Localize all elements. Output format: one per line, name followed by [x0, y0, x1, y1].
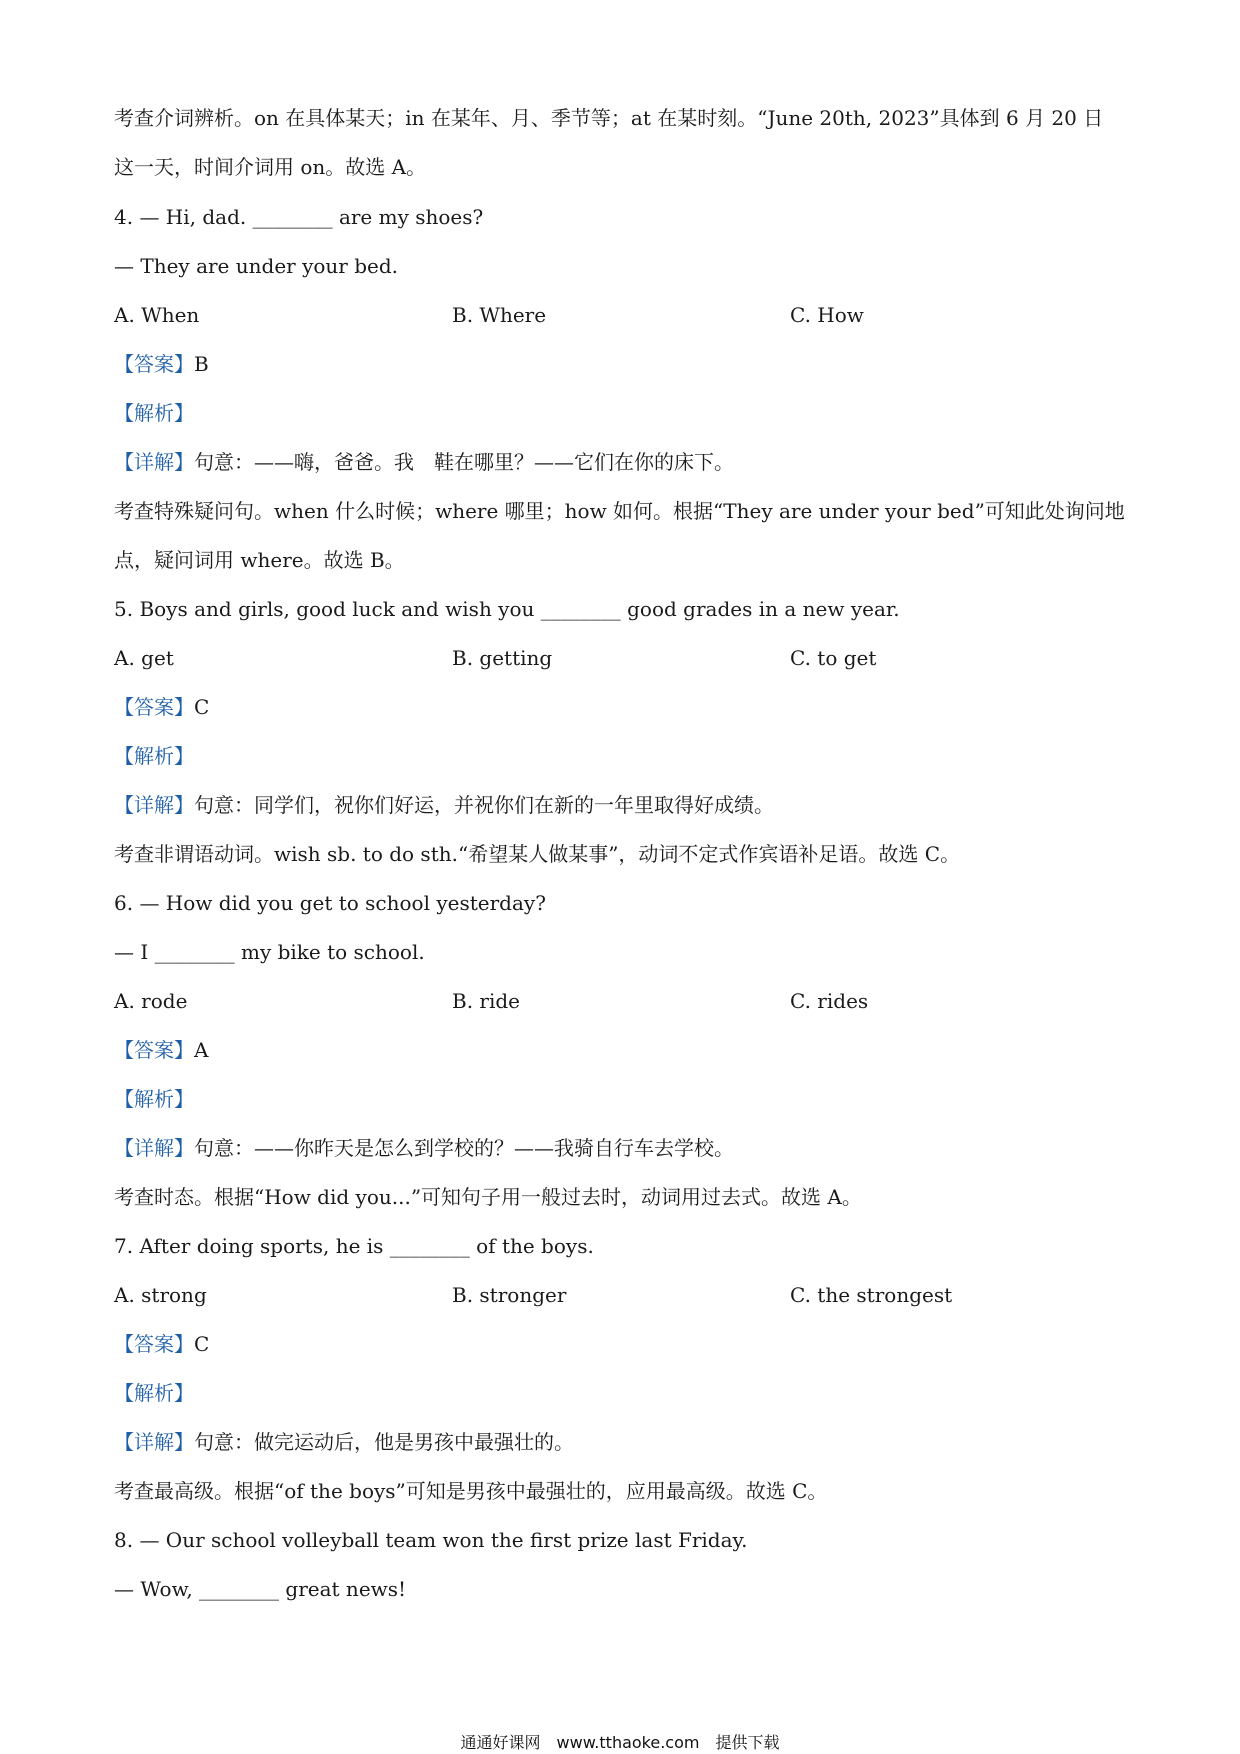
question-6-option-a: A. rode — [114, 989, 188, 1013]
question-6-detail — [114, 1134, 734, 1162]
question-7-option-a: A. strong — [114, 1283, 207, 1307]
question-5-detail — [114, 791, 774, 819]
question-4-detail — [114, 448, 734, 476]
question-5-stem: 5. Boys and girls, good luck and wish you ________ good grades in a new year. — [114, 597, 900, 621]
question-5-explain-1: 考查非谓语动词。wish sb. to do sth.“希望某人做某事”，动词不定式作宾语补足语。故选 C。 — [114, 842, 961, 866]
question-8-response: — Wow, ________ great news! — [114, 1577, 407, 1601]
question-5-analysis-label: 【解析】 — [114, 744, 194, 768]
detail-text: 句意：做完运动后，他是男孩中最强壮的。 — [194, 1430, 574, 1454]
answer-value: A — [194, 1038, 209, 1062]
question-6-analysis-label: 【解析】 — [114, 1087, 194, 1111]
detail-label: 【详解】 — [114, 1136, 194, 1160]
question-4-option-a: A. When — [114, 303, 200, 327]
question-4-answer — [114, 350, 209, 378]
question-4-explain-2: 点，疑问词用 where。故选 B。 — [114, 548, 405, 572]
answer-label: 【答案】 — [114, 1332, 194, 1356]
question-5-option-c: C. to get — [790, 646, 877, 670]
page-footer: 通通好课网 www.tthaoke.com 提供下载 — [460, 1733, 780, 1752]
question-6-option-b: B. ride — [452, 989, 521, 1013]
detail-label: 【详解】 — [114, 1430, 194, 1454]
question-7-option-c: C. the strongest — [790, 1283, 953, 1307]
question-6-explain-1: 考查时态。根据“How did you...”可知句子用一般过去时，动词用过去式。故选 A。 — [114, 1185, 862, 1209]
answer-value: C — [194, 1332, 210, 1356]
question-6-stem: 6. — How did you get to school yesterday? — [114, 891, 546, 915]
question-6-answer — [114, 1036, 208, 1064]
detail-text: 句意：——嗨，爸爸。我 鞋在哪里？——它们在你的床下。 — [194, 450, 734, 474]
answer-label: 【答案】 — [114, 352, 194, 376]
question-8-stem: 8. — Our school volleyball team won the first prize last Friday. — [114, 1528, 748, 1552]
question-6-response: — I ________ my bike to school. — [114, 940, 425, 964]
intro-line-1: 考查介词辨析。on 在具体某天；in 在某年、月、季节等；at 在某时刻。“June 20th, 2023”具体到 6 月 20 日 — [114, 106, 1104, 130]
detail-text: 句意：——你昨天是怎么到学校的？——我骑自行车去学校。 — [194, 1136, 734, 1160]
question-4-option-b: B. Where — [452, 303, 547, 327]
question-7-answer — [114, 1330, 209, 1358]
question-7-option-b: B. stronger — [452, 1283, 567, 1307]
question-6-option-c: C. rides — [790, 989, 869, 1013]
answer-value: C — [194, 695, 210, 719]
detail-label: 【详解】 — [114, 450, 194, 474]
answer-label: 【答案】 — [114, 1038, 194, 1062]
question-5-option-a: A. get — [114, 646, 174, 670]
question-7-stem: 7. After doing sports, he is ________ of the boys. — [114, 1234, 594, 1258]
detail-label: 【详解】 — [114, 793, 194, 817]
question-4-explain-1: 考查特殊疑问句。when 什么时候；where 哪里；how 如何。根据“They are under your bed”可知此处询问地 — [114, 499, 1125, 523]
question-7-analysis-label: 【解析】 — [114, 1381, 194, 1405]
question-5-answer — [114, 693, 209, 721]
question-4-stem: 4. — Hi, dad. ________ are my shoes? — [114, 205, 484, 229]
question-4-analysis-label: 【解析】 — [114, 401, 194, 425]
question-7-explain-1: 考查最高级。根据“of the boys”可知是男孩中最强壮的，应用最高级。故选 C。 — [114, 1479, 828, 1503]
question-4-option-c: C. How — [790, 303, 864, 327]
question-7-detail — [114, 1428, 574, 1456]
question-4-response: — They are under your bed. — [114, 254, 399, 278]
answer-value: B — [194, 352, 209, 376]
answer-label: 【答案】 — [114, 695, 194, 719]
detail-text: 句意：同学们，祝你们好运，并祝你们在新的一年里取得好成绩。 — [194, 793, 774, 817]
question-5-option-b: B. getting — [452, 646, 553, 670]
intro-line-2: 这一天，时间介词用 on。故选 A。 — [114, 155, 427, 179]
